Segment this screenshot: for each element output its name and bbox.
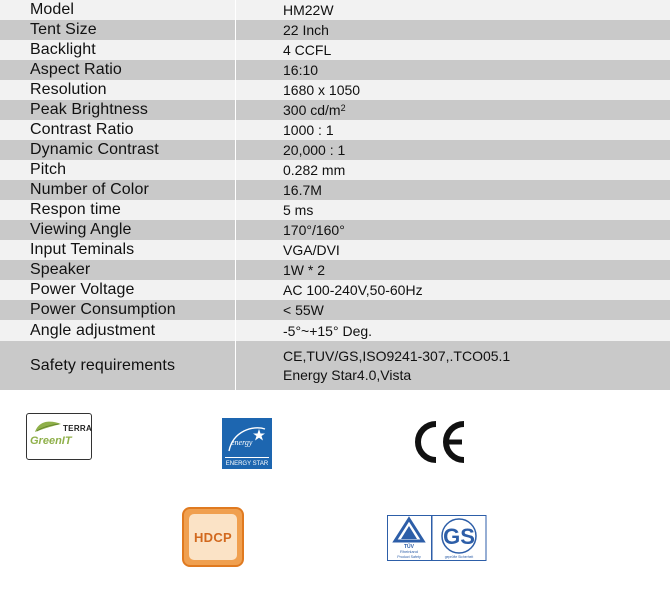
spec-value: 0.282 mm <box>283 162 346 178</box>
spec-row-backlight <box>0 40 670 60</box>
ce-mark-icon <box>412 420 468 464</box>
gs-sub-text: geprüfte Sicherheit <box>444 555 474 559</box>
spec-label: Input Teminals <box>0 240 236 260</box>
spec-value: 5 ms <box>283 202 314 218</box>
spec-value: 16:10 <box>283 62 319 78</box>
spec-row-respon-time <box>0 200 670 220</box>
greenit-text: GreenIT <box>30 435 72 447</box>
spec-row-model <box>0 0 670 20</box>
energy-star-logo <box>222 418 272 469</box>
spec-value: AC 100-240V,50-60Hz <box>283 282 423 298</box>
spec-value: 1W * 2 <box>283 262 326 278</box>
spec-label: Tent Size <box>0 20 236 40</box>
hdcp-text: HDCP <box>193 529 233 545</box>
spec-value: 16.7M <box>283 182 322 198</box>
terra-text: TERRA <box>63 424 93 433</box>
spec-label: Contrast Ratio <box>0 120 236 140</box>
spec-label: Dynamic Contrast <box>0 140 236 160</box>
spec-row-power-voltage <box>0 280 670 300</box>
spec-row-contrast-ratio <box>0 120 670 140</box>
spec-row-input-teminals <box>0 240 670 260</box>
hdcp-logo <box>182 507 244 567</box>
spec-label: Backlight <box>0 40 236 60</box>
spec-row-pitch <box>0 160 670 180</box>
energy-script-text: energy <box>231 438 253 447</box>
spec-value: 170°/160° <box>283 222 345 238</box>
spec-label: Resolution <box>0 80 236 100</box>
divider <box>225 457 269 458</box>
spec-label: Model <box>0 0 236 20</box>
spec-value: -5°~+15° Deg. <box>283 322 373 339</box>
energy-star-label: ENERGY STAR <box>225 461 269 467</box>
spec-label: Speaker <box>0 260 236 280</box>
spec-label: Safety requirements <box>0 341 236 390</box>
spec-value: 1000 : 1 <box>283 122 334 138</box>
spec-label: Respon time <box>0 200 236 220</box>
spec-value: 1680 x 1050 <box>283 82 361 98</box>
spec-row-safety-requirements <box>0 341 670 390</box>
product-safety-text: Product Safety <box>397 555 421 559</box>
spec-value-line1: CE,TUV/GS,ISO9241-307,.TCO05.1 <box>283 347 511 364</box>
spec-label: Angle adjustment <box>0 320 236 341</box>
spec-row-aspect-ratio <box>0 60 670 80</box>
spec-value-superscript: 2 <box>340 103 346 113</box>
leaf-icon <box>33 418 63 434</box>
spec-row-viewing-angle <box>0 220 670 240</box>
spec-label: Peak Brightness <box>0 100 236 120</box>
spec-value-line2: Energy Star4.0,Vista <box>283 366 412 383</box>
spec-value <box>236 341 670 390</box>
spec-value: < 55W <box>283 302 324 318</box>
spec-row-dynamic-contrast <box>0 140 670 160</box>
spec-row-tent-size <box>0 20 670 40</box>
terra-greenit-logo <box>26 413 92 460</box>
spec-value-text: 300 cd/m <box>283 102 341 118</box>
spec-row-angle-adjustment <box>0 320 670 341</box>
spec-label: Pitch <box>0 160 236 180</box>
spec-row-speaker <box>0 260 670 280</box>
gs-text: GS <box>443 524 475 549</box>
spec-value: 22 Inch <box>283 22 329 38</box>
rheinland-text: Rheinland <box>399 549 419 554</box>
hdcp-inner <box>189 514 237 560</box>
spec-value: 4 CCFL <box>283 42 332 58</box>
spec-row-peak-brightness <box>0 100 670 120</box>
spec-label: Power Consumption <box>0 300 236 320</box>
spec-label: Number of Color <box>0 180 236 200</box>
spec-label: Aspect Ratio <box>0 60 236 80</box>
spec-value: 20,000 : 1 <box>283 142 346 158</box>
spec-value: HM22W <box>283 2 334 18</box>
spec-label: Viewing Angle <box>0 220 236 240</box>
spec-value <box>236 100 670 120</box>
tuv-gs-logo <box>387 515 487 561</box>
tuv-text: TÜV <box>404 544 414 550</box>
spec-row-number-of-color <box>0 180 670 200</box>
spec-row-power-consumption <box>0 300 670 320</box>
spec-label: Power Voltage <box>0 280 236 300</box>
spec-row-resolution <box>0 80 670 100</box>
energy-star-icon <box>225 421 269 456</box>
spec-value: VGA/DVI <box>283 242 340 258</box>
